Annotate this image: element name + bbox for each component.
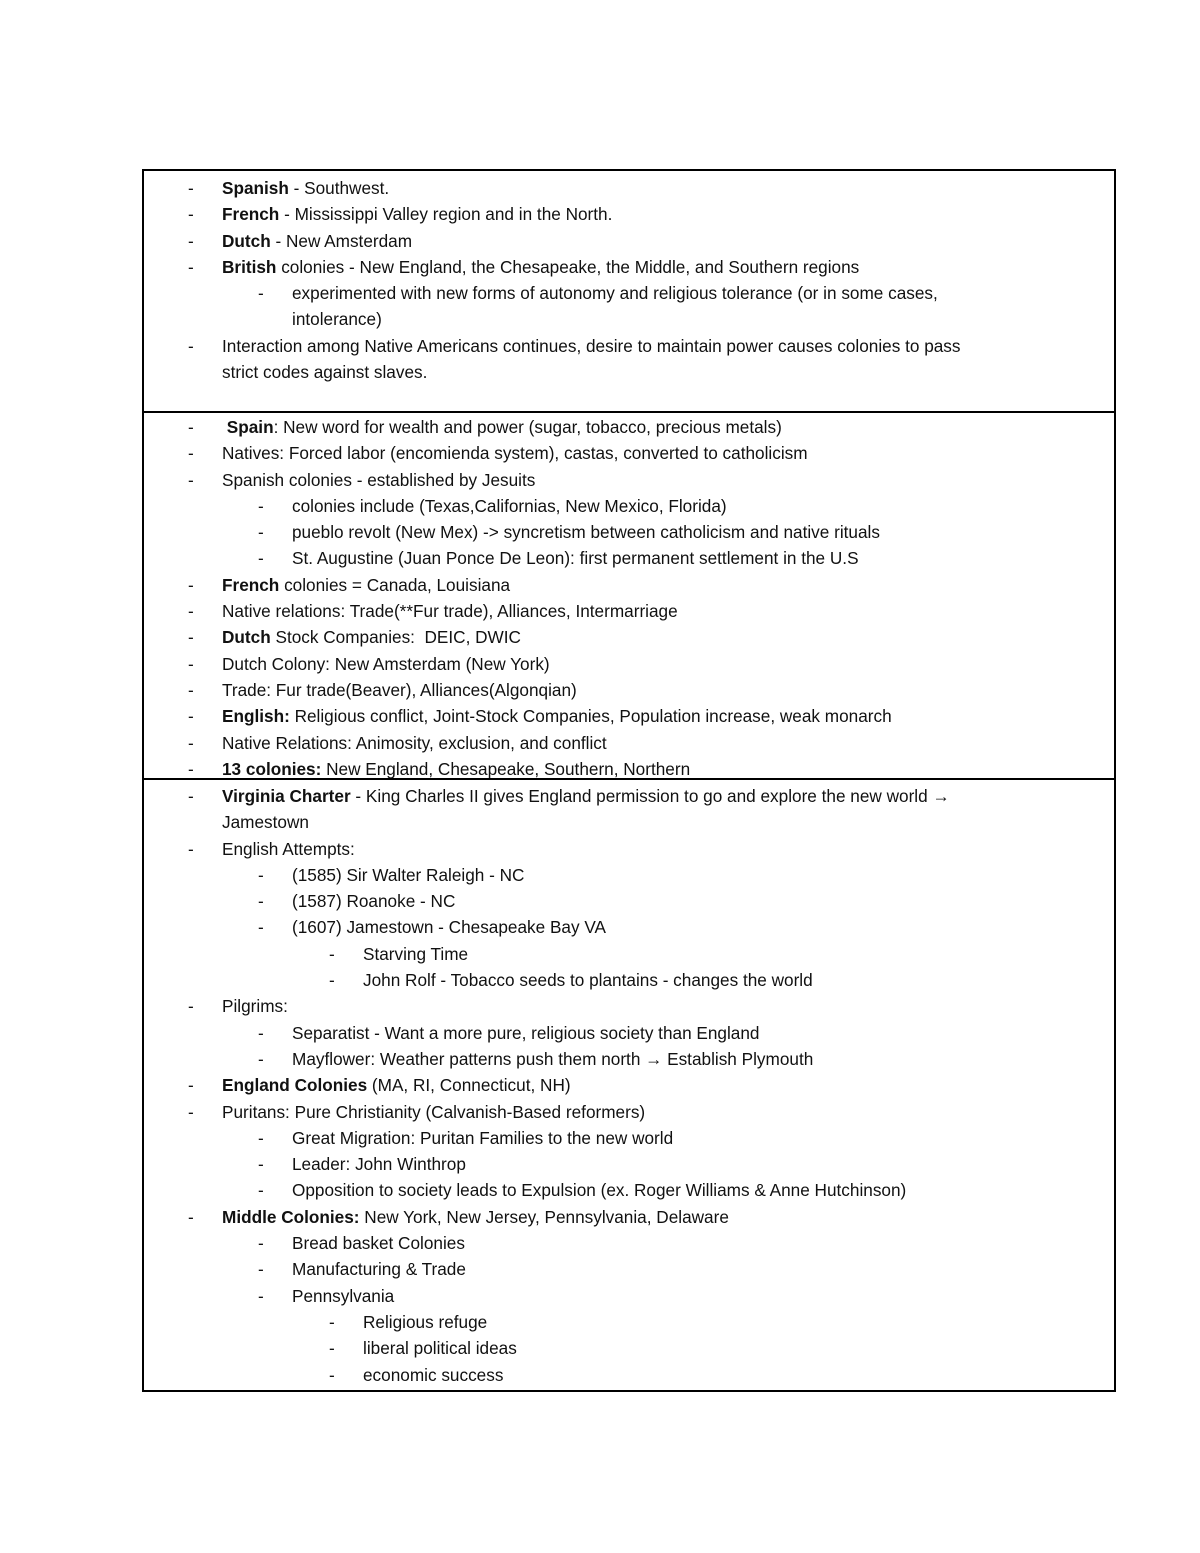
bullet-dash: -: [188, 417, 194, 437]
list-item-bold-term: Virginia Charter: [222, 786, 351, 806]
list-item: [144, 545, 1114, 571]
bullet-dash: -: [188, 653, 194, 674]
notes-table: [142, 169, 1116, 1392]
list-item: [144, 440, 1114, 466]
bullet-dash: -: [258, 1180, 264, 1201]
list-item-text: New York, New Jersey, Pennsylvania, Delaware: [359, 1206, 729, 1227]
list-item-text: St. Augustine (Juan Ponce De Leon): first permanent settlement in the U.S: [292, 548, 859, 569]
list-item: [144, 1177, 1114, 1203]
list-item: [144, 1125, 1114, 1151]
list-item-text: liberal political ideas: [363, 1338, 517, 1359]
list-item: [144, 941, 1114, 967]
list-item-text: Interaction among Native Americans continues, desire to maintain power causes colonies to pass: [222, 335, 961, 356]
bullet-dash: -: [258, 1127, 264, 1148]
list-item-text: Puritans: Pure Christianity (Calvanish-Based reformers): [222, 1101, 646, 1122]
list-item: [144, 1020, 1114, 1046]
bullet-dash: -: [258, 1233, 264, 1254]
list-item: [144, 1099, 1114, 1125]
list-item-text: Native relations: Trade(**Fur trade), Alliances, Intermarriage: [222, 601, 678, 622]
notes-section-colonial-regions: [144, 171, 1114, 411]
list-item: [144, 1362, 1114, 1388]
list-item: [144, 1204, 1114, 1230]
list-item-text: (1607) Jamestown - Chesapeake Bay VA: [292, 917, 606, 938]
list-item-text: Pilgrims:: [222, 996, 288, 1017]
bullet-dash: -: [188, 1101, 194, 1122]
list-item: [144, 1335, 1114, 1361]
bullet-dash: -: [188, 204, 194, 225]
list-item-text: colonies include (Texas,Californias, New Mexico, Florida): [292, 495, 727, 516]
bullet-dash: -: [258, 1048, 264, 1069]
bullet-dash: -: [188, 469, 194, 490]
list-item: [144, 836, 1114, 862]
list-item-text: - King Charles II gives England permission to go and explore the new world →: [350, 786, 950, 806]
list-item-text: strict codes against slaves.: [222, 362, 428, 383]
list-item-text: colonies - New England, the Chesapeake, the Middle, and Southern regions: [276, 256, 860, 277]
list-item: [144, 888, 1114, 914]
list-item-bold-term: Spanish: [222, 178, 289, 198]
bullet-dash: -: [188, 786, 194, 806]
list-item: [144, 254, 1114, 280]
list-item-text: Opposition to society leads to Expulsion (ex. Roger Williams & Anne Hutchinson): [292, 1180, 907, 1201]
list-item-text: Native Relations: Animosity, exclusion, and conflict: [222, 732, 607, 753]
bullet-dash: -: [258, 495, 264, 516]
list-item-text: Leader: John Winthrop: [292, 1154, 466, 1175]
list-item: [144, 414, 1114, 440]
bullet-dash: -: [188, 1206, 194, 1227]
bullet-dash: -: [188, 732, 194, 753]
bullet-dash: -: [258, 917, 264, 938]
list-item-text: Spanish colonies - established by Jesuits: [222, 469, 536, 490]
bullet-dash: -: [188, 443, 194, 464]
list-item-bold-term: Dutch: [222, 230, 271, 251]
bullet-dash: -: [188, 758, 194, 779]
list-item: [144, 1230, 1114, 1256]
list-item-text: Stock Companies: DEIC, DWIC: [270, 627, 521, 648]
bullet-dash: -: [188, 574, 194, 595]
notes-section-european-colonies: [144, 411, 1114, 778]
bullet-dash: -: [188, 838, 194, 859]
list-item-text: (1585) Sir Walter Raleigh - NC: [292, 864, 525, 885]
bullet-dash: -: [258, 1022, 264, 1043]
bullet-dash: -: [258, 283, 264, 304]
list-item: [144, 677, 1114, 703]
bullet-dash: -: [329, 1364, 335, 1385]
list-item: [144, 519, 1114, 545]
list-item: [144, 1256, 1114, 1282]
list-item: [144, 359, 1114, 385]
list-item-text: Religious refuge: [363, 1311, 488, 1332]
bullet-dash: -: [329, 943, 335, 964]
list-item-bold-term: 13 colonies:: [222, 758, 322, 779]
list-item-text: - Southwest.: [288, 178, 390, 198]
list-item-text: Separatist - Want a more pure, religious society than England: [292, 1022, 760, 1043]
list-item-text: New England, Chesapeake, Southern, Northern: [321, 758, 691, 779]
bullet-list: [144, 175, 1114, 385]
list-item-text: (MA, RI, Connecticut, NH): [367, 1075, 571, 1096]
list-item-text: colonies = Canada, Louisiana: [279, 574, 511, 595]
bullet-dash: -: [188, 256, 194, 277]
bullet-dash: -: [329, 1311, 335, 1332]
list-item: [144, 228, 1114, 254]
bullet-dash: -: [258, 522, 264, 543]
list-item: [144, 1309, 1114, 1335]
list-item-text: pueblo revolt (New Mex) -> syncretism between catholicism and native rituals: [292, 522, 880, 543]
list-item: [144, 1046, 1114, 1072]
list-item: [144, 783, 1114, 809]
bullet-dash: -: [188, 1075, 194, 1096]
list-item-bold-term: England Colonies: [222, 1075, 368, 1096]
list-item-text: experimented with new forms of autonomy and religious tolerance (or in some cases,: [292, 283, 938, 304]
list-item: [144, 967, 1114, 993]
list-item-text: Great Migration: Puritan Families to the new world: [292, 1127, 674, 1148]
bullet-dash: -: [188, 996, 194, 1017]
list-item-text: Mayflower: Weather patterns push them north → Establish Plymouth: [292, 1048, 814, 1069]
list-item-text: Bread basket Colonies: [292, 1233, 465, 1254]
list-item: [144, 809, 1114, 835]
list-item-text: Manufacturing & Trade: [292, 1259, 466, 1280]
bullet-dash: -: [329, 1338, 335, 1359]
list-item: [144, 703, 1114, 729]
list-item: [144, 306, 1114, 332]
list-item: [144, 624, 1114, 650]
list-item-bold-term: British: [222, 256, 277, 277]
list-item-text: : New word for wealth and power (sugar, tobacco, precious metals): [273, 417, 782, 437]
bullet-dash: -: [258, 1285, 264, 1306]
list-item-text: John Rolf - Tobacco seeds to plantains - changes the world: [363, 970, 813, 991]
bullet-dash: -: [329, 970, 335, 991]
list-item-bold-term: French: [222, 574, 280, 595]
bullet-dash: -: [258, 548, 264, 569]
list-item-bold-term: English:: [222, 706, 290, 727]
bullet-dash: -: [258, 1154, 264, 1175]
list-item-text: - New Amsterdam: [270, 230, 413, 251]
list-item-text: intolerance): [292, 309, 382, 330]
list-item: [144, 333, 1114, 359]
list-item-bold-term: Spain: [222, 417, 274, 437]
list-item: [144, 175, 1114, 201]
list-item: [144, 862, 1114, 888]
list-item: [144, 467, 1114, 493]
list-item-text: Religious conflict, Joint-Stock Companies, Population increase, weak monarch: [289, 706, 892, 727]
bullet-dash: -: [188, 178, 194, 198]
list-item: [144, 914, 1114, 940]
list-item: [144, 730, 1114, 756]
list-item: [144, 1151, 1114, 1177]
list-item: [144, 1072, 1114, 1098]
list-item-text: (1587) Roanoke - NC: [292, 891, 456, 912]
notes-section-english-settlement: [144, 778, 1114, 1390]
list-item-bold-term: Dutch: [222, 627, 271, 648]
bullet-dash: -: [258, 864, 264, 885]
bullet-dash: -: [258, 891, 264, 912]
bullet-dash: -: [188, 679, 194, 700]
list-item: [144, 493, 1114, 519]
list-item: [144, 1283, 1114, 1309]
list-item-bold-term: French: [222, 204, 280, 225]
list-item-text: English Attempts:: [222, 838, 355, 859]
bullet-list: [144, 414, 1114, 782]
bullet-dash: -: [188, 335, 194, 356]
bullet-dash: -: [188, 706, 194, 727]
list-item: [144, 651, 1114, 677]
list-item: [144, 280, 1114, 306]
list-item: [144, 201, 1114, 227]
list-item-text: Natives: Forced labor (encomienda system), castas, converted to catholicism: [222, 443, 808, 464]
list-item-text: Jamestown: [222, 812, 309, 833]
list-item-text: economic success: [363, 1364, 504, 1385]
bullet-dash: -: [188, 627, 194, 648]
bullet-dash: -: [188, 601, 194, 622]
bullet-list: [144, 783, 1114, 1388]
bullet-dash: -: [258, 1259, 264, 1280]
list-item-text: Trade: Fur trade(Beaver), Alliances(Algonqian): [222, 679, 577, 700]
list-item-bold-term: Middle Colonies:: [222, 1206, 360, 1227]
bullet-dash: -: [188, 230, 194, 251]
list-item: [144, 572, 1114, 598]
list-item: [144, 598, 1114, 624]
list-item-text: - Mississippi Valley region and in the North.: [279, 204, 613, 225]
list-item-text: Starving Time: [363, 943, 469, 964]
list-item: [144, 993, 1114, 1019]
list-item-text: Pennsylvania: [292, 1285, 395, 1306]
list-item-text: Dutch Colony: New Amsterdam (New York): [222, 653, 550, 674]
